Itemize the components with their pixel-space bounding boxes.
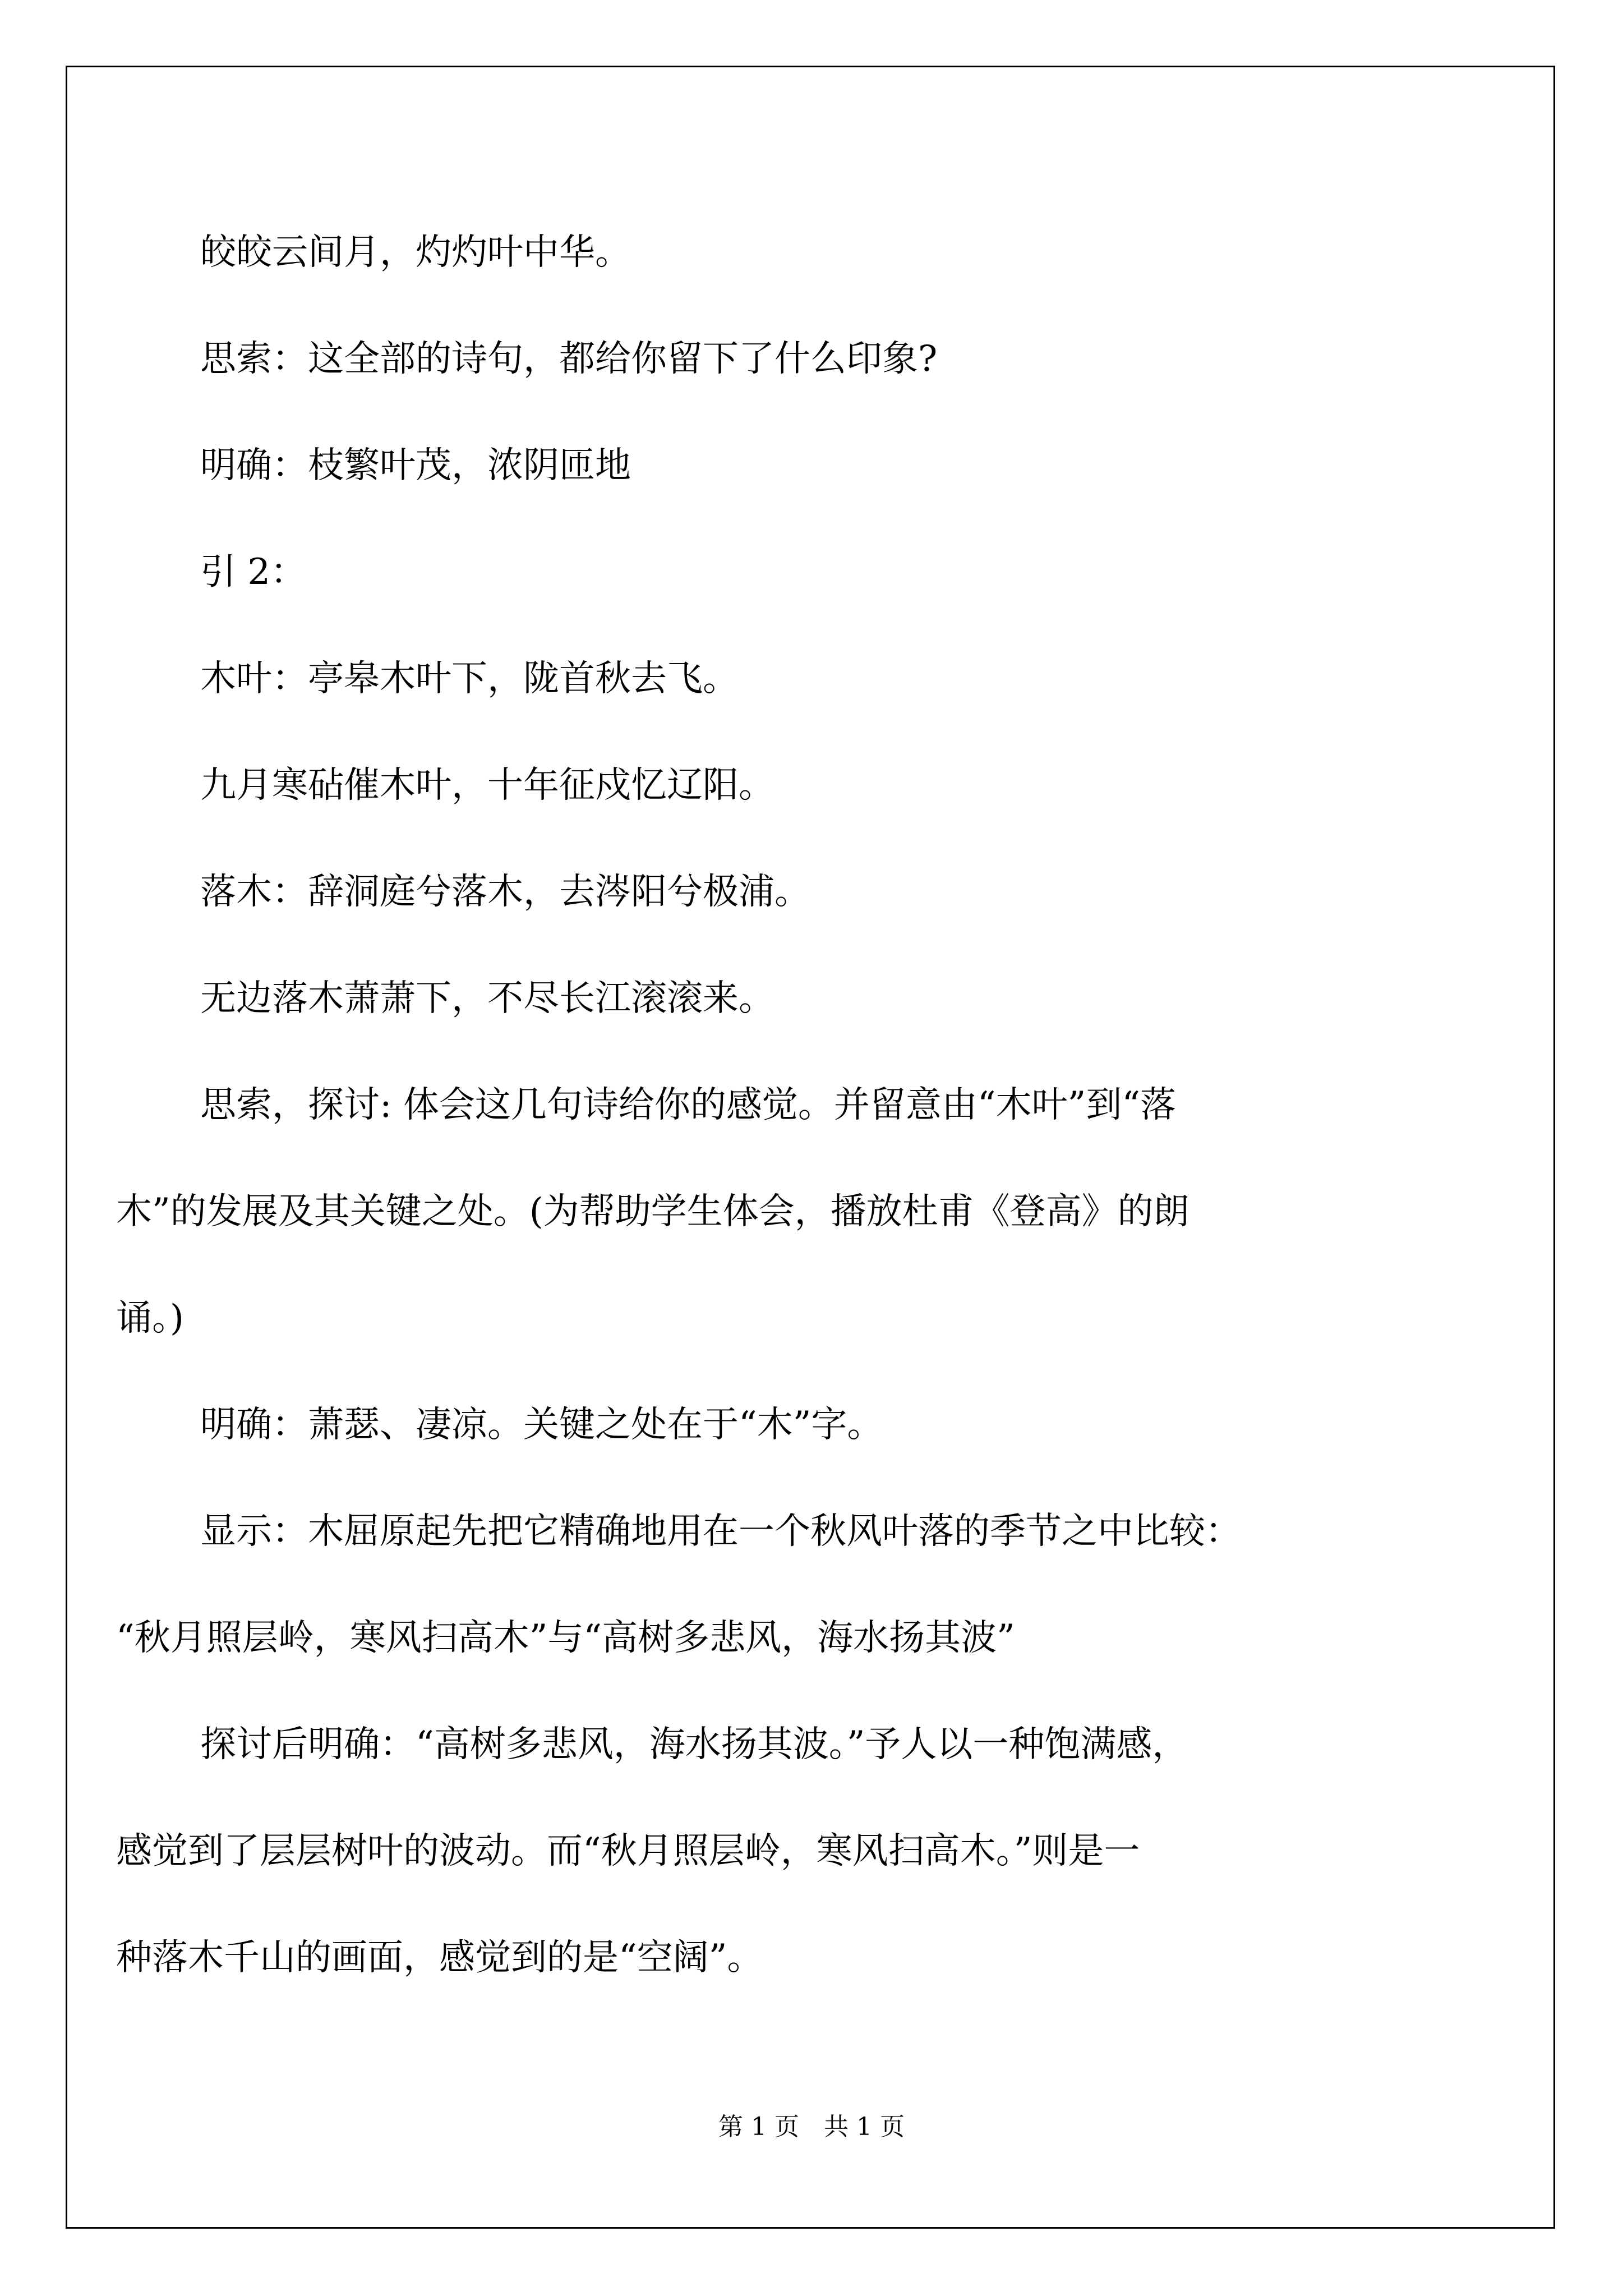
paragraph: 显示：木屈原起先把它精确地用在一个秋风叶落的季节之中比较： [200,1511,1241,1552]
paragraph: 木叶：亭皋木叶下，陇首秋去飞。 [200,658,739,700]
paragraph: 皎皎云间月，灼灼叶中华。 [200,232,631,273]
paragraph-continuation: 感觉到了层层树叶的波动。而“秋月照层岭，寒风扫高木。”则是一 [116,1830,1140,1872]
paragraph: 思索，探讨: 体会这几句诗给你的感觉。并留意由“木叶”到“落 [200,1084,1177,1126]
page-footer: 第 1 页 共 1 页 [718,2113,905,2141]
paragraph-continuation: 诵。) [116,1297,184,1339]
page-border [66,66,1555,2229]
paragraph: 引 2： [200,551,307,593]
paragraph: 探讨后明确：“高树多悲风，海水扬其波。”予人以一种饱满感， [200,1724,1188,1765]
paragraph: 九月寒砧催木叶，十年征戍忆辽阳。 [200,765,774,806]
paragraph: 明确：枝繁叶茂，浓阴匝地 [200,445,631,486]
paragraph: 思索：这全部的诗句，都给你留下了什么印象? [200,338,938,380]
paragraph: 无边落木萧萧下，不尽长江滚滚来。 [200,978,774,1019]
paragraph-continuation: “秋月照层岭，寒风扫高木”与“高树多悲风，海水扬其波” [116,1617,1015,1659]
paragraph-continuation: 种落木千山的画面，感觉到的是“空阔”。 [116,1937,763,1978]
paragraph: 明确：萧瑟、凄凉。关键之处在于“木”字。 [200,1404,883,1446]
paragraph-continuation: 木”的发展及其关键之处。(为帮助学生体会，播放杜甫《登高》的朗 [116,1191,1189,1232]
paragraph: 落木：辞洞庭兮落木，去涔阳兮极浦。 [200,871,810,913]
